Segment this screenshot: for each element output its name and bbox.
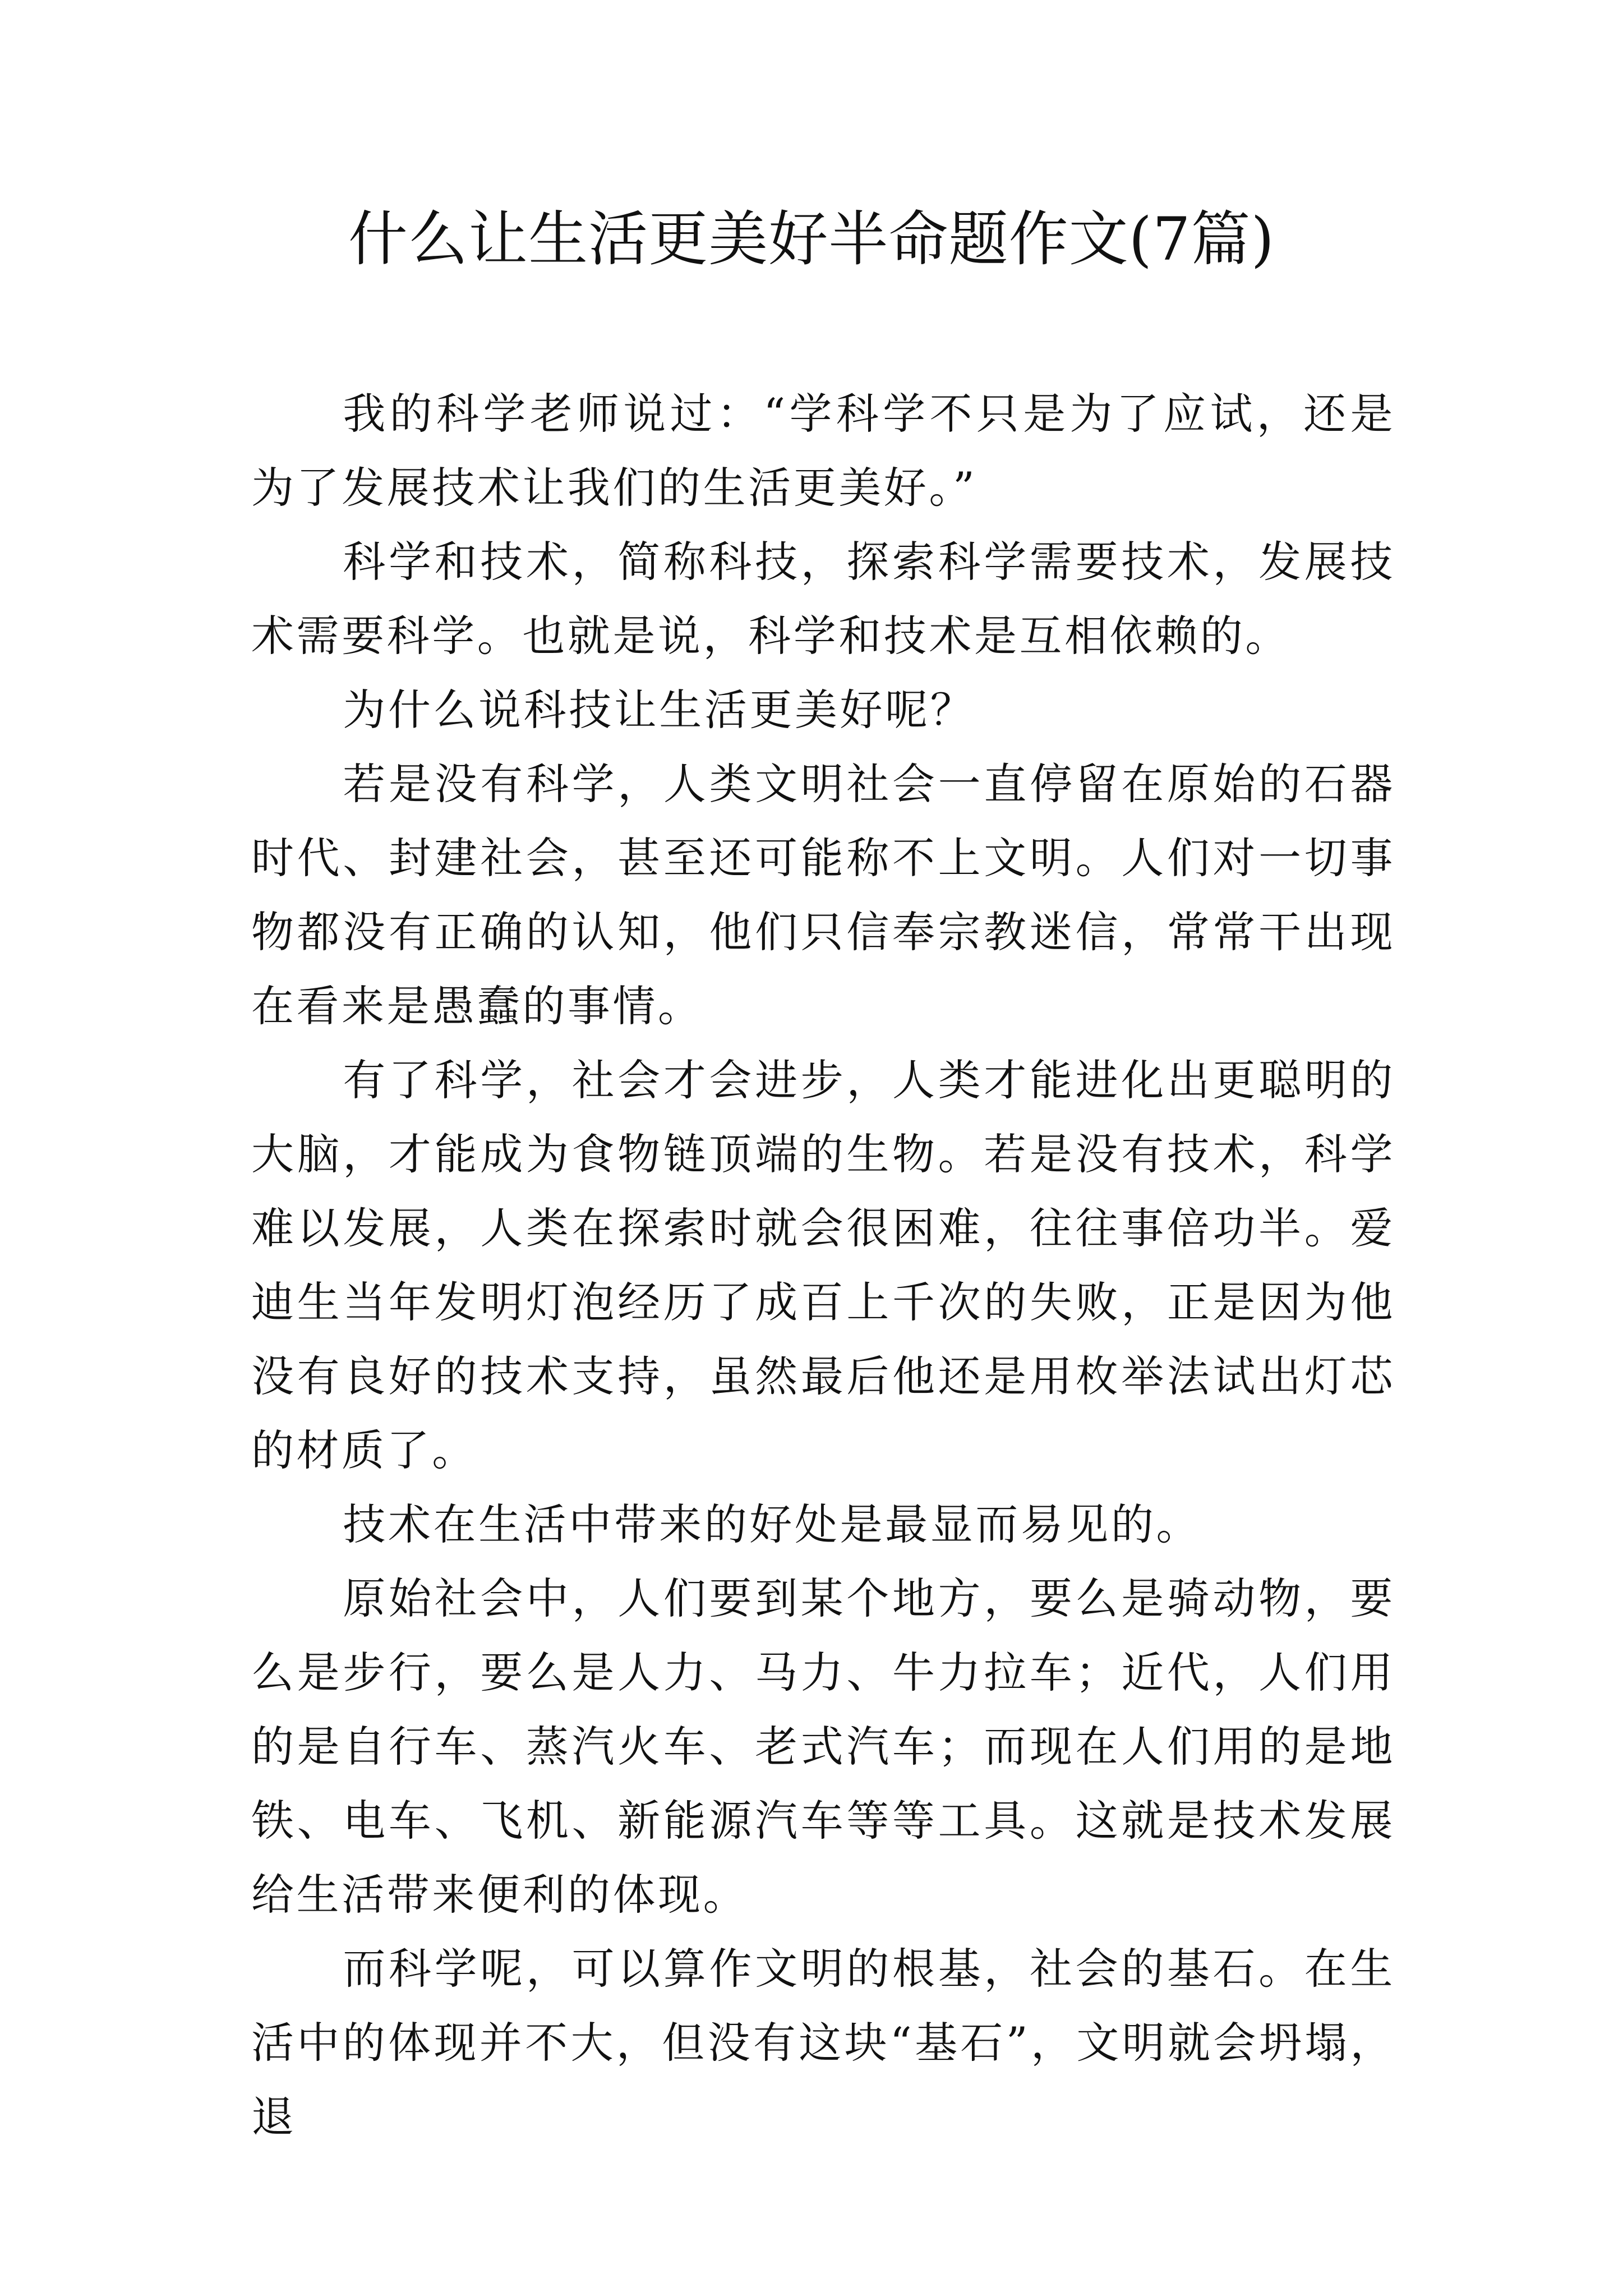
paragraph: 科学和技术，简称科技，探索科学需要技术，发展技术需要科学。也就是说，科学和技术是互相依赖的。 <box>251 537 1395 661</box>
document-body <box>251 377 1395 2154</box>
paragraph: 为什么说科技让生活更美好呢？ <box>343 685 976 735</box>
paragraph: 我的科学老师说过：“学科学不只是为了应试，还是为了发展技术让我们的生活更美好。” <box>251 389 1395 513</box>
paragraph: 有了科学，社会才会进步，人类才能进化出更聪明的大脑，才能成为食物链顶端的生物。若是没有技术，科学难以发展，人类在探索时就会很困难，往往事倍功半。爱迪生当年发明灯泡经历了成百上千次的失败，正是因为他没有良好的技术支持，虽然最后他还是用枚举法试出灯芯的材质了。 <box>251 1055 1395 1475</box>
document-title: 什么让生活更美好半命题作文(7篇) <box>348 205 1275 274</box>
paragraph: 若是没有科学，人类文明社会一直停留在原始的石器时代、封建社会，甚至还可能称不上文明。人们对一切事物都没有正确的认知，他们只信奉宗教迷信，常常干出现在看来是愚蠢的事情。 <box>251 759 1395 1031</box>
paragraph: 原始社会中，人们要到某个地方，要么是骑动物，要么是步行，要么是人力、马力、牛力拉车；近代，人们用的是自行车、蒸汽火车、老式汽车；而现在人们用的是地铁、电车、飞机、新能源汽车等等工具。这就是技术发展给生活带来便利的体现。 <box>251 1573 1395 1920</box>
paragraph: 而科学呢，可以算作文明的根基，社会的基石。在生活中的体现并不大，但没有这块“基石”，文明就会坍塌，退 <box>251 1944 1395 2142</box>
paragraph: 技术在生活中带来的好处是最显而易见的。 <box>343 1499 1202 1549</box>
